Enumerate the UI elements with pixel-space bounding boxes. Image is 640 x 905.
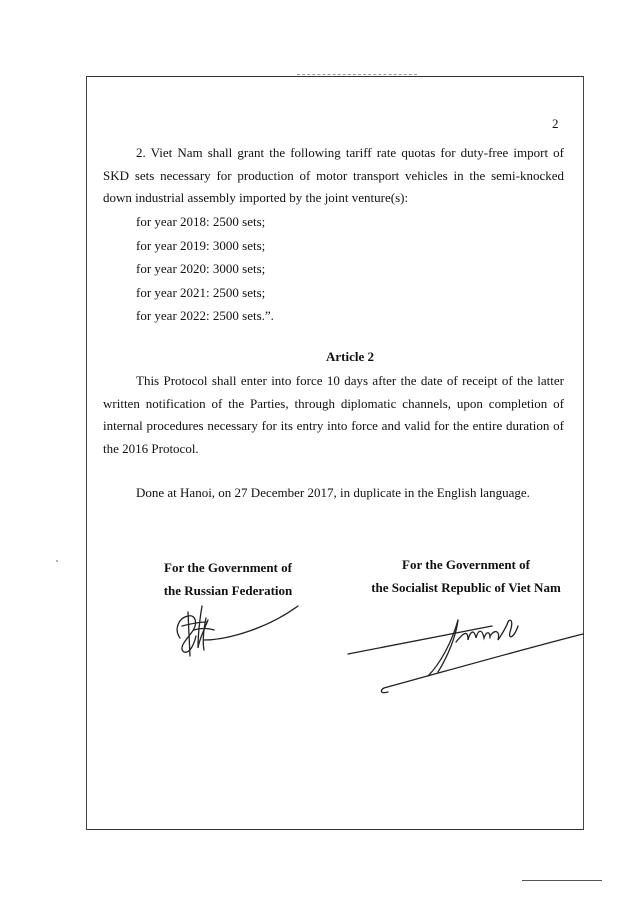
paragraph-indent [103,373,136,388]
border-scan-artifact [297,74,417,75]
signatory-russia-line1: For the Government of [164,560,292,575]
scan-speck [56,560,58,562]
paragraph-entry-into-force-text: This Protocol shall enter into force 10 days after the date of receipt of the latter written notification of the Parties, through diplomatic channels, upon completion of internal procedures necessary for its entry into force and valid for the entire duration of the 2016 Protocol. [103,373,564,457]
quota-item: for year 2019: 3000 sets; [136,237,266,253]
paragraph-indent [103,145,136,160]
signatory-viet-nam-line1: For the Government of [402,557,530,572]
signature-russia [168,600,303,660]
quota-item: for year 2020: 3000 sets; [136,261,266,277]
signature-viet-nam [340,612,585,702]
quota-item: for year 2022: 2500 sets.”. [136,308,274,324]
signatory-viet-nam [356,553,576,599]
quota-list [136,210,274,328]
paragraph-entry-into-force [103,370,564,461]
closing-statement: Done at Hanoi, on 27 December 2017, in duplicate in the English language. [136,485,530,500]
scan-edge-line [522,880,602,881]
quota-item: for year 2021: 2500 sets; [136,284,266,300]
signatory-russia [148,556,308,602]
quota-item: for year 2018: 2500 sets; [136,214,266,229]
paragraph-tariff-quotas [103,142,564,210]
signatory-russia-line2: the Russian Federation [163,583,293,598]
article-2-heading: Article 2 [326,349,375,364]
page-number: 2 [552,116,559,131]
paragraph-tariff-quotas-text: 2. Viet Nam shall grant the following tariff rate quotas for duty-free import of SKD sets necessary for production of motor transport vehicles in the semi-knocked down industrial assembly imported by the joint venture(s): [103,145,564,206]
signatory-viet-nam-line2: the Socialist Republic of Viet Nam [371,580,561,595]
